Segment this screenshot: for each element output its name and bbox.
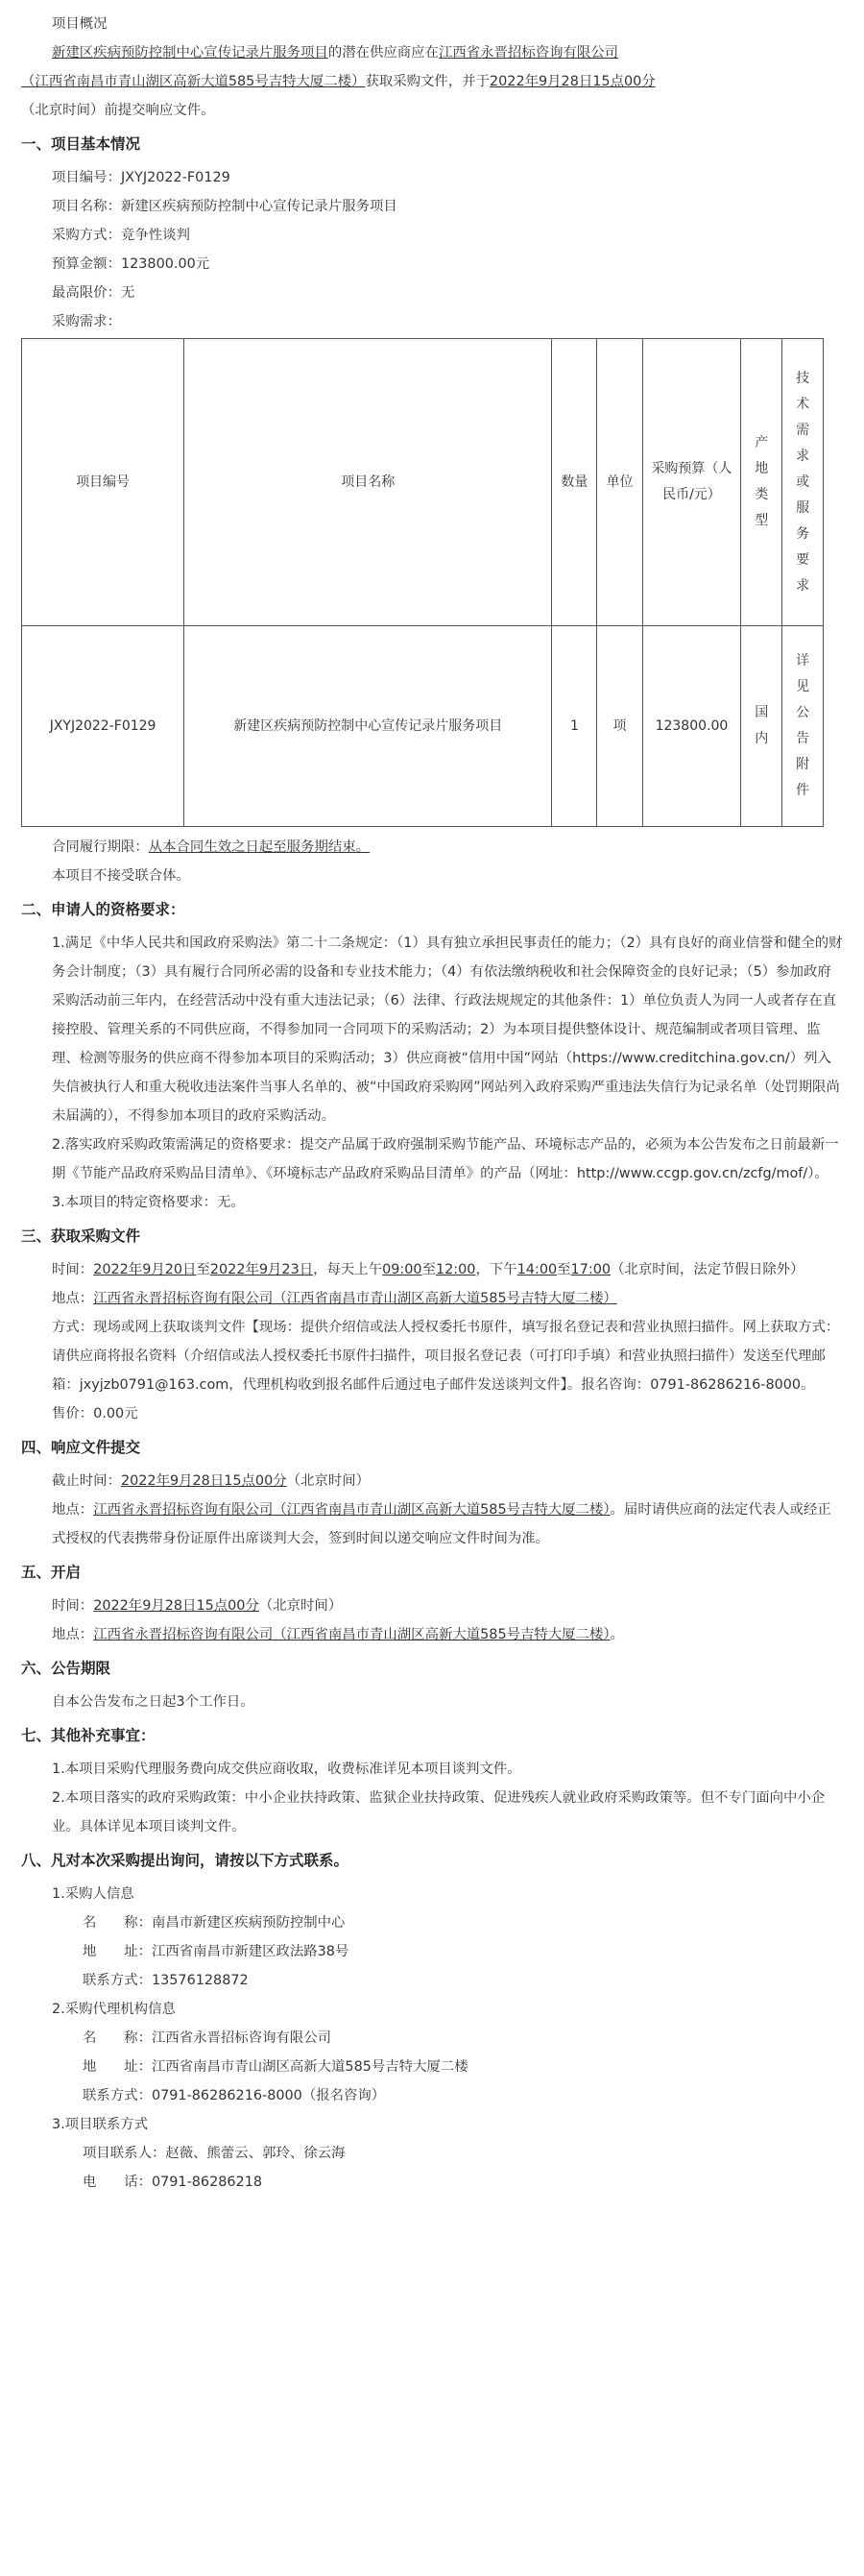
section-6-heading: 六、公告期限 <box>21 1660 111 1677</box>
project-contact-people: 项目联系人：赵薇、熊蕾云、郭玲、徐云海 <box>83 2146 346 2161</box>
price-ceiling: 最高限价：无 <box>52 285 135 301</box>
qualification-2: 2.落实政府采购政策需满足的资格要求：提交产品属于政府强制采购节能产品、环境标志产品的，必须为本公告发布之日前最新一期《节能产品政府采购品目清单》、《环境标志产品政府采购品目清单》的产品（网址：http://www.ccgp.gov.cn/zcfg/mof/）。 <box>52 1137 839 1181</box>
project-contact-title: 3.项目联系方式 <box>52 2117 149 2132</box>
section-4-heading: 四、响应文件提交 <box>21 1439 141 1456</box>
contract-term: 合同履行期限：从本合同生效之日起至服务期结束。 <box>52 839 371 855</box>
procurement-needs-label: 采购需求： <box>52 314 121 329</box>
buyer-address: 地 址：江西省南昌市新建区政法路38号 <box>83 1944 349 1959</box>
header-cell: 数量 <box>552 339 597 626</box>
consortium-note: 本项目不接受联合体。 <box>52 868 190 884</box>
qualification-3: 3.本项目的特定资格要求：无。 <box>52 1195 245 1210</box>
header-cell: 产地类型 <box>741 339 782 626</box>
table-cell: 详见公告附件 <box>782 626 824 827</box>
buyer-contact: 联系方式：13576128872 <box>83 1973 249 1988</box>
project-name: 项目名称：新建区疾病预防控制中心宣传记录片服务项目 <box>52 199 397 214</box>
budget-amount: 预算金额：123800.00元 <box>52 256 210 272</box>
supplement-2: 2.本项目落实的政府采购政策：中小企业扶持政策、监狱企业扶持政策、促进残疾人就业政府采购政策等。但不专门面向中小企业。具体详见本项目谈判文件。 <box>52 1790 826 1835</box>
table-cell: JXYJ2022-F0129 <box>22 626 184 827</box>
submission-place: 地点：江西省永晋招标咨询有限公司（江西省南昌市青山湖区高新大道585号吉特大厦二楼）。届时请供应商的法定代表人或经正式授权的代表携带身份证原件出席谈判大会，签到时间以递交响应文件时间为准。 <box>52 1502 831 1546</box>
project-number: 项目编号：JXYJ2022-F0129 <box>52 170 230 185</box>
table-cell: 国内 <box>741 626 782 827</box>
table-cell: 项 <box>597 626 642 827</box>
table-cell: 新建区疾病预防控制中心宣传记录片服务项目 <box>184 626 552 827</box>
obtain-time: 时间：2022年9月20日至2022年9月23日，每天上午09:00至12:00，下午14:00至17:00（北京时间，法定节假日除外） <box>52 1262 804 1277</box>
section-2-heading: 二、申请人的资格要求： <box>21 901 185 918</box>
header-cell: 技术需求或服务要求 <box>782 339 824 626</box>
buyer-info-title: 1.采购人信息 <box>52 1886 134 1902</box>
table-cell: 123800.00 <box>642 626 741 827</box>
overview-heading: 项目概况 <box>52 16 108 32</box>
header-cell: 单位 <box>597 339 642 626</box>
procurement-table <box>21 338 824 827</box>
buyer-name: 名 称：南昌市新建区疾病预防控制中心 <box>83 1915 346 1931</box>
agency-info-contact: 联系方式：0791-86286216-8000（报名咨询） <box>83 2088 386 2103</box>
table-cell: 1 <box>552 626 597 827</box>
section-7-heading: 七、其他补充事宜： <box>21 1727 156 1744</box>
agency-info-title: 2.采购代理机构信息 <box>52 2002 176 2017</box>
table-header-row <box>22 339 824 626</box>
overview-paragraph-3: （北京时间）前提交响应文件。 <box>21 103 215 118</box>
project-contact-phone: 电 话：0791-86286218 <box>83 2175 263 2190</box>
opening-time: 时间：2022年9月28日15点00分（北京时间） <box>52 1598 343 1614</box>
project-name-link: 新建区疾病预防控制中心宣传记录片服务项目 <box>52 45 328 61</box>
section-8-heading: 八、凡对本次采购提出询问，请按以下方式联系。 <box>21 1852 349 1869</box>
header-cell: 采购预算（人民币/元） <box>642 339 741 626</box>
supplement-1: 1.本项目采购代理服务费向成交供应商收取，收费标准详见本项目谈判文件。 <box>52 1762 521 1777</box>
section-3-heading: 三、获取采购文件 <box>21 1227 141 1245</box>
procurement-method: 采购方式：竞争性谈判 <box>52 228 190 243</box>
agency-info-address: 地 址：江西省南昌市青山湖区高新大道585号吉特大厦二楼 <box>83 2059 468 2075</box>
header-cell: 项目编号 <box>22 339 184 626</box>
opening-place: 地点：江西省永晋招标咨询有限公司（江西省南昌市青山湖区高新大道585号吉特大厦二楼）。 <box>52 1627 624 1642</box>
agency-info-name: 名 称：江西省永晋招标咨询有限公司 <box>83 2030 332 2046</box>
overview-paragraph: 新建区疾病预防控制中心宣传记录片服务项目的潜在供应商应在江西省永晋招标咨询有限公司 <box>52 45 619 61</box>
submission-deadline: 2022年9月28日15点00分 <box>490 74 656 89</box>
qualification-1: 1.满足《中华人民共和国政府采购法》第二十二条规定：（1）具有独立承担民事责任的能力；（2）具有良好的商业信誉和健全的财务会计制度；（3）具有履行合同所必需的设备和专业技术能力；（4）有依法缴纳税收和社会保障资金的良好记录；（5）参加政府采购活动前三年内，在经营活动中没有重大违法记录；（6）法律、行政法规规定的其他条件：1）单位负责人为同一人或者存在直接控股、管理关系的不同供应商，不得参加同一合同项下的采购活动；2）为本项目提供整体设计、规范编制或者项目管理、监理、检测等服务的供应商不得参加本项目的采购活动；3）供应商被“信用中国”网站（https://www.creditchina.gov.cn/）列入失信被执行人和重大税收违法案件当事人名单的、被“中国政府采购网”网站列入政府采购严重违法失信行为记录名单（处罚期限尚未届满的），不得参加本项目的政府采购活动。 <box>52 936 843 1124</box>
overview-paragraph-2: （江西省南昌市青山湖区高新大道585号吉特大厦二楼）获取采购文件，并于2022年9月28日15点00分 <box>21 74 656 89</box>
table-row <box>22 626 824 827</box>
obtain-place: 地点：江西省永晋招标咨询有限公司（江西省南昌市青山湖区高新大道585号吉特大厦二楼） <box>52 1291 617 1306</box>
document-price: 售价：0.00元 <box>52 1406 138 1422</box>
submission-deadline-line: 截止时间：2022年9月28日15点00分（北京时间） <box>52 1473 370 1489</box>
section-5-heading: 五、开启 <box>21 1564 82 1581</box>
section-1-heading: 一、项目基本情况 <box>21 135 141 153</box>
agency-address: （江西省南昌市青山湖区高新大道585号吉特大厦二楼） <box>21 74 366 89</box>
obtain-method: 方式：现场或网上获取谈判文件【现场：提供介绍信或法人授权委托书原件，填写报名登记表和营业执照扫描件。网上获取方式：请供应商将报名资料（介绍信或法人授权委托书原件扫描件，项目报名登记表（可打印手填）和营业执照扫描件）发送至代理邮箱：jxyjzb0791@163.com，代理机构收到报名邮件后通过电子邮件发送谈判文件】。报名咨询：0791-86286216-8000。 <box>52 1320 840 1393</box>
notice-period: 自本公告发布之日起3个工作日。 <box>52 1694 254 1710</box>
header-cell: 项目名称 <box>184 339 552 626</box>
agency-name: 江西省永晋招标咨询有限公司 <box>438 45 619 61</box>
